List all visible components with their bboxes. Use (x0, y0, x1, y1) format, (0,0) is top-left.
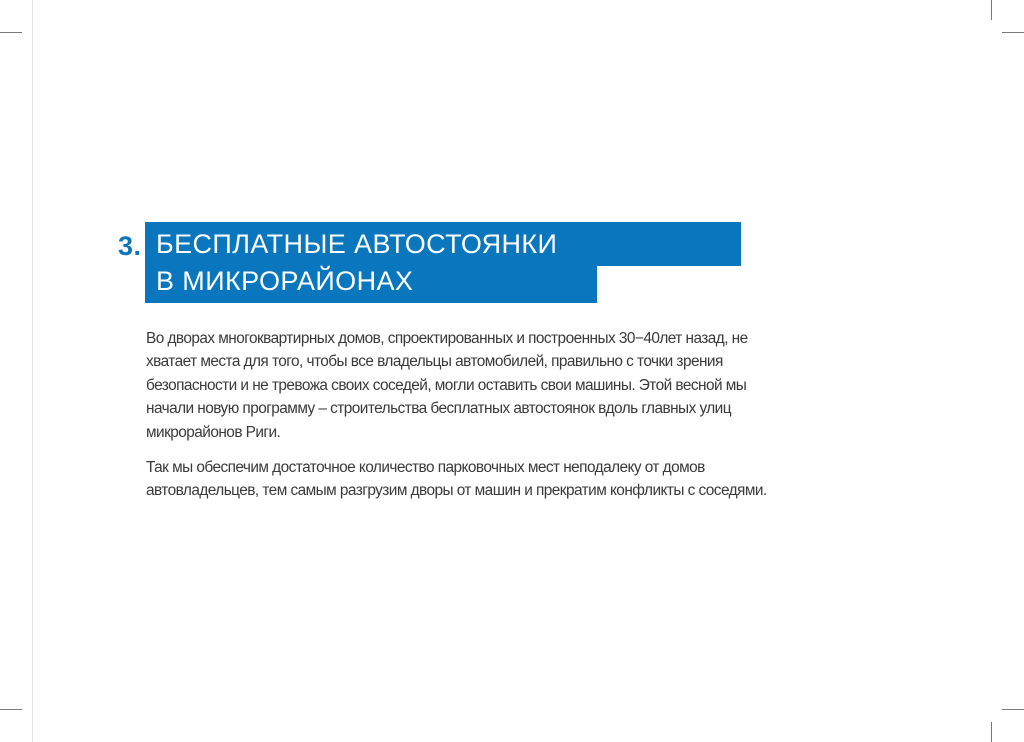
page-edge-line (32, 0, 33, 742)
body-paragraph-1: Во дворах многоквартирных домов, спроектированных и построенных 30−40лет назад, не хватает места для того, чтобы все владельцы автомобилей, правильно с точки зрения безопасности и не тревожа своих соседей, могли оставить свои машины. Этой весной мы начали новую программу – строительства бесплатных автостоянок вдоль главных улиц микрорайонов Риги. (146, 330, 748, 441)
section-number: 3. (118, 231, 142, 261)
crop-mark-bottom-left (0, 709, 22, 710)
crop-mark-bottom-right-vertical (991, 722, 992, 742)
crop-mark-bottom-right (1002, 709, 1024, 710)
crop-mark-top-right-vertical (991, 0, 992, 20)
section-title-line-2: В МИКРОРАЙОНАХ (145, 259, 597, 303)
body-paragraph-2: Так мы обеспечим достаточное количество парковочных мест неподалеку от домов автовладельцев, тем самым разгрузим дворы от машин и прекратим конфликты с соседями. (146, 459, 767, 500)
section-title-line-1: БЕСПЛАТНЫЕ АВТОСТОЯНКИ (145, 222, 741, 266)
crop-mark-top-left (0, 32, 22, 33)
crop-mark-top-right (1002, 32, 1024, 33)
